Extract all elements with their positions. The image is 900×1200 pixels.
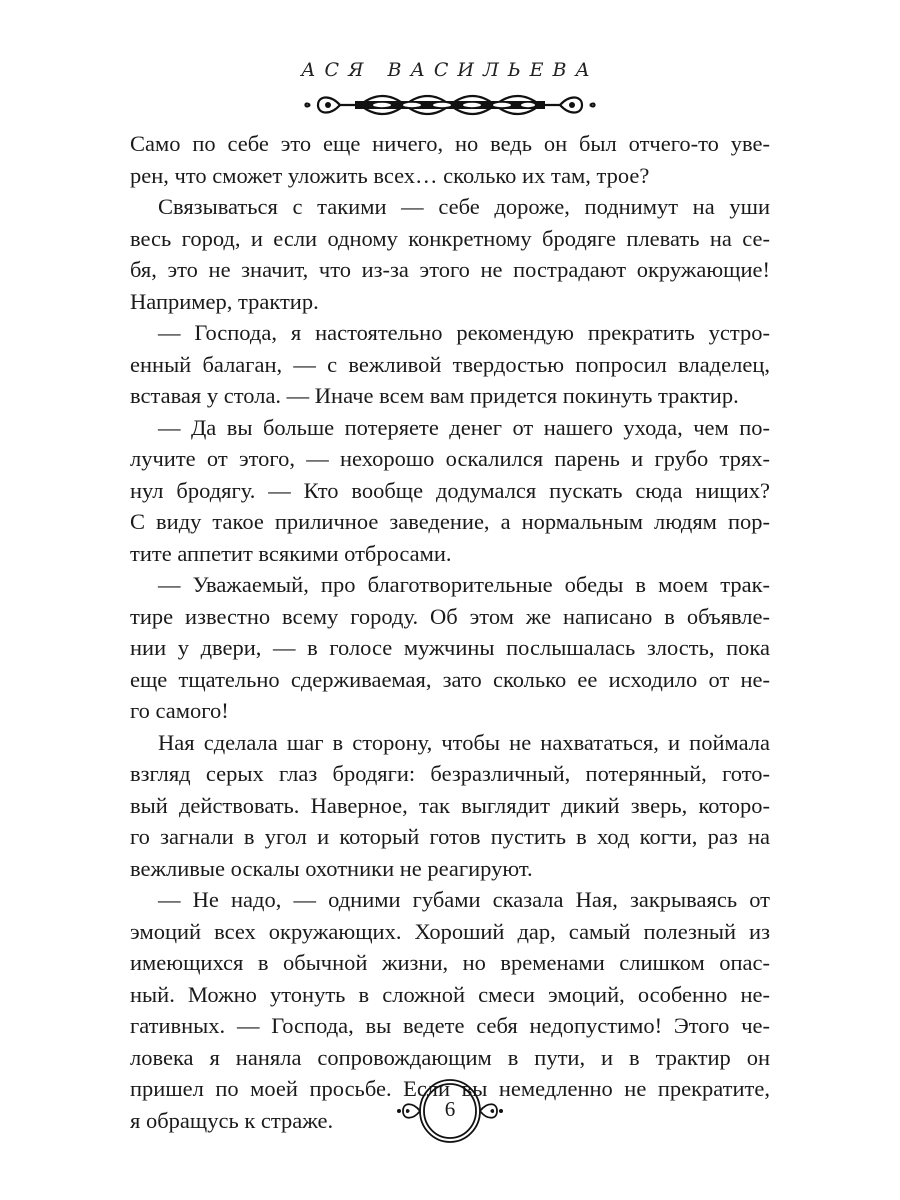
- text-line: нул бродягу. — Кто вообще додумался пускать сюда нищих?: [130, 477, 770, 503]
- text-line: Само по себе это еще ничего, но ведь он был отчего-то уве-: [130, 131, 770, 156]
- text-line: С виду такое приличное заведение, а нормальным людям пор-: [130, 509, 770, 534]
- text-line: Ная сделала шаг в сторону, чтобы не нахвататься, и поймала: [158, 729, 770, 755]
- text-line: нии у двери, — в голосе мужчины послышалась злость, пока: [130, 635, 770, 660]
- running-header: [0, 58, 900, 122]
- text-line: рен, что сможет уложить всех… сколько их там, трое?: [130, 162, 650, 188]
- text-line: тире известно всему городу. Об этом же написано в объявле-: [130, 603, 770, 629]
- text-line: бя, это не значит, что из-за этого не пострадают окружающие!: [130, 257, 770, 282]
- text-line: — Уважаемый, про благотворительные обеды в моем трак-: [158, 572, 770, 597]
- text-line: — Да вы больше потеряете денег от нашего ухода, чем по-: [158, 414, 770, 440]
- body-text: [130, 128, 770, 1136]
- page-footer: [0, 1076, 900, 1156]
- text-line: — Господа, я настоятельно рекомендую прекратить устро-: [158, 320, 770, 345]
- text-line: го самого!: [130, 698, 229, 723]
- text-line: гативных. — Господа, вы ведете себя недопустимо! Этого че-: [130, 1013, 770, 1038]
- knot-ornament-icon: [300, 88, 600, 122]
- text-line: Связываться с такими — себе дороже, поднимут на уши: [158, 194, 770, 219]
- text-line: тите аппетит всякими отбросами.: [130, 540, 452, 566]
- text-line: взгляд серых глаз бродяги: безразличный, потерянный, гото-: [130, 761, 770, 786]
- text-line: вежливые оскалы охотники не реагируют.: [130, 855, 533, 881]
- text-line: ный. Можно утонуть в сложной смеси эмоций, особенно не-: [130, 981, 770, 1007]
- text-line: пришел по моей просьбе. Если вы немедленно не прекратите,: [130, 1076, 770, 1101]
- text-line: — Не надо, — одними губами сказала Ная, закрываясь от: [158, 887, 770, 912]
- text-line: я обращусь к страже.: [130, 1107, 334, 1133]
- text-line: вставая у стола. — Иначе всем вам придется покинуть трактир.: [130, 383, 739, 408]
- author-name: АСЯ ВАСИЛЬЕВА: [301, 59, 599, 81]
- text-line: эмоций всех окружающих. Хороший дар, самый полезный из: [130, 918, 770, 944]
- text-line: енный балаган, — с вежливой твердостью попросил владелец,: [130, 351, 770, 377]
- page-number: 6: [444, 1097, 456, 1121]
- text-line: Например, трактир.: [130, 288, 319, 314]
- text-line: весь город, и если одному конкретному бродяге плевать на се-: [130, 225, 770, 251]
- text-line: еще тщательно сдерживаемая, зато сколько ее исходило от не-: [130, 666, 770, 692]
- text-line: вый действовать. Наверное, так выглядит дикий зверь, которо-: [130, 792, 770, 818]
- text-line: имеющихся в обычной жизни, но временами слишком опас-: [130, 950, 770, 975]
- text-line: го загнали в угол и который готов пустить в ход когти, раз на: [130, 824, 770, 849]
- text-line: лучите от этого, — нехорошо оскалился парень и грубо трях-: [130, 446, 770, 471]
- text-line: ловека я наняла сопровождающим в пути, и в трактир он: [130, 1044, 770, 1070]
